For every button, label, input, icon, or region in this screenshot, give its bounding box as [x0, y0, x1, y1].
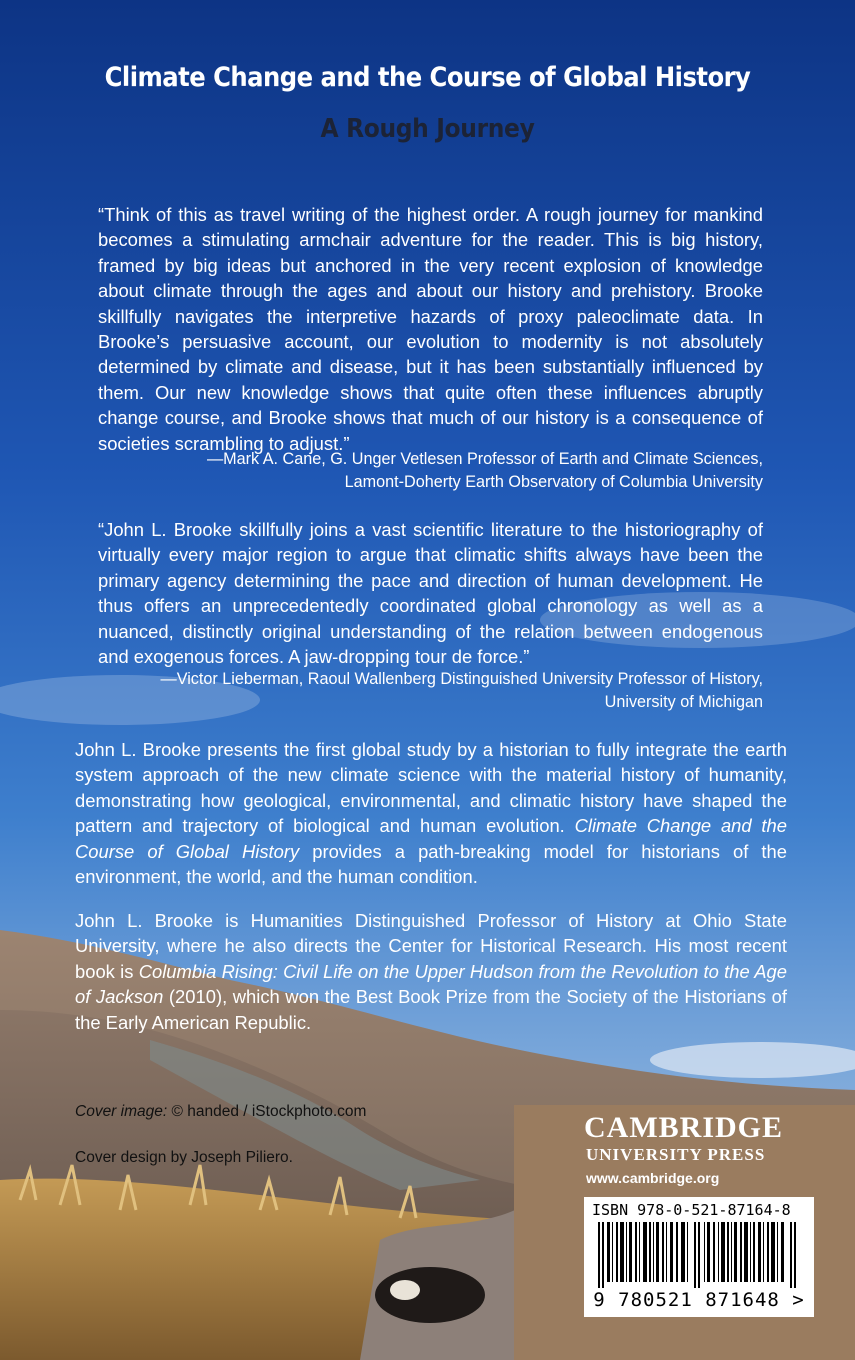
bio-text: John L. Brooke is Humanities Distinguished Professor of History at Ohio State University, where he also directs the Center for Historical Research. His most recent book is: [75, 910, 787, 982]
cover-image-label: Cover image:: [75, 1103, 168, 1120]
publisher-panel: [514, 1105, 855, 1360]
publisher-name: CAMBRIDGE: [584, 1111, 784, 1144]
isbn-label: ISBN 978-0-521-87164-8: [592, 1201, 791, 1219]
author-bio: [75, 908, 787, 1035]
barcode-number: 9 780521 871648 >: [593, 1289, 805, 1311]
endorsement-quote-1: [98, 202, 763, 456]
book-description: [75, 737, 787, 889]
book-title: Climate Change and the Course of Global History: [104, 62, 751, 93]
quote-text: “Think of this as travel writing of the highest order. A rough journey for mankind becomes a stimulating armchair adventure for the reader. This is big history, framed by big ideas but anchored in the very recent explosion of knowledge about climate through the ages and about our history and prehistory. Brooke skillfully navigates the interpretive hazards of proxy paleoclimate data. In Brooke’s persuasive account, our evolution to modernity is not absolutely determined by climate and disease, but it has been substantially influenced by them. Our new knowledge shows that quite often these influences abruptly change course, and Brooke shows that much of our history is a consequence of societies scrambling to adjust.”: [98, 204, 763, 454]
attribution-line: —Victor Lieberman, Raoul Wallenberg Distinguished University Professor of History,: [160, 670, 763, 688]
endorsement-attribution-2: [83, 668, 763, 714]
barcode-icon: [598, 1222, 800, 1288]
attribution-line: Lamont-Doherty Earth Observatory of Columbia University: [344, 473, 763, 491]
bio-text: (2010), which won the Best Book Prize from the Society of the Historians of the Early American Republic.: [75, 986, 787, 1033]
barcode-panel: [584, 1197, 814, 1317]
publisher-url: www.cambridge.org: [586, 1170, 720, 1186]
endorsement-quote-2: [98, 517, 763, 669]
attribution-line: University of Michigan: [604, 693, 763, 711]
publisher-subtitle: UNIVERSITY PRESS: [586, 1145, 766, 1164]
cover-image-credit: [75, 1103, 366, 1121]
description-title-italic: Climate Change and the Course of Global History: [75, 815, 787, 862]
cover-image-source: © handed / iStockphoto.com: [167, 1103, 367, 1120]
description-text: John L. Brooke presents the first global study by a historian to fully integrate the earth system approach of the new climate science with the material history of humanity, demonstrating how geological, environmental, and climatic history have shaped the pattern and trajectory of biological and human evolution.: [75, 739, 787, 837]
description-text: provides a path-breaking model for historians of the environment, the world, and the human condition.: [75, 840, 787, 888]
endorsement-attribution-1: [83, 448, 763, 494]
attribution-line: —Mark A. Cane, G. Unger Vetlesen Professor of Earth and Climate Sciences,: [206, 450, 763, 468]
bio-book-italic: Columbia Rising: Civil Life on the Upper Hudson from the Revolution to the Age of Jackson: [75, 960, 787, 1008]
quote-text: “John L. Brooke skillfully joins a vast scientific literature to the historiography of virtually every major region to argue that climatic shifts always have been the primary agency determining the pace and direction of human development. He thus offers an unprecedentedly coordinated global chronology as well as a nuanced, distinctly original understanding of the relation between endogenous and exogenous forces. A jaw-dropping tour de force.”: [98, 519, 763, 668]
book-subtitle: A Rough Journey: [320, 114, 535, 144]
cover-design-credit: Cover design by Joseph Piliero.: [75, 1149, 293, 1166]
